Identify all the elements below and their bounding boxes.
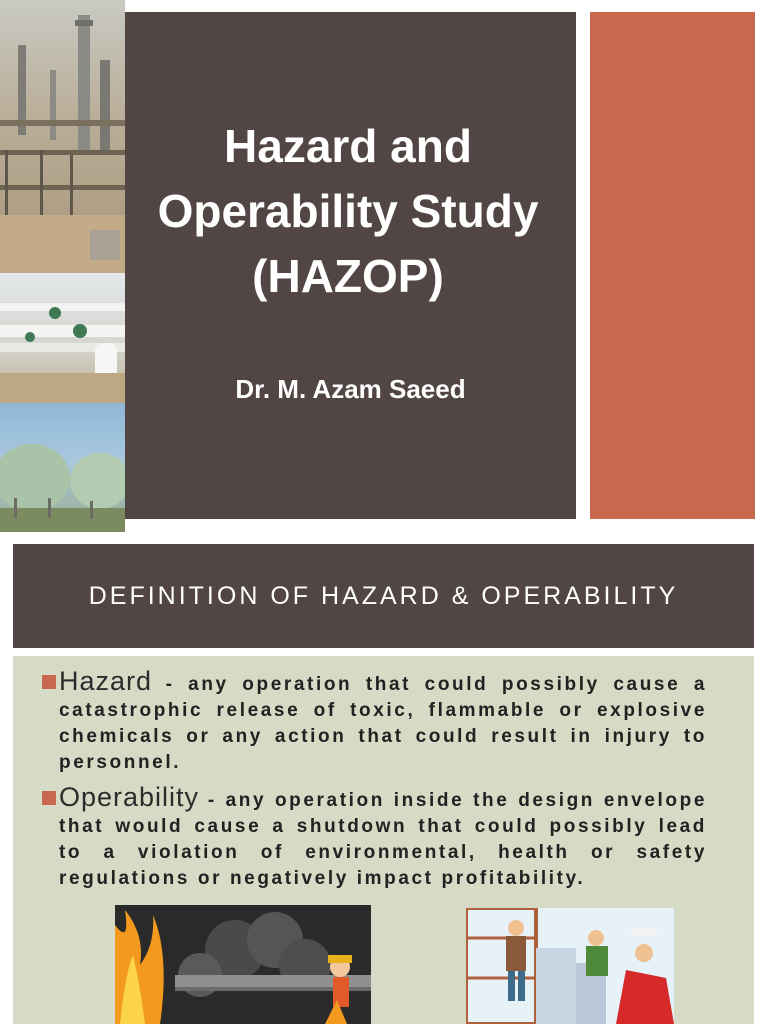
title-line-3: (HAZOP)	[252, 250, 444, 302]
square-bullet-icon	[42, 675, 56, 689]
term-operability: Operability	[59, 782, 200, 812]
fire-clipart	[115, 905, 371, 1024]
title-line-2: Operability Study	[157, 185, 539, 237]
storage-spheres-photo	[0, 403, 125, 532]
author-name: Dr. M. Azam Saeed	[235, 374, 466, 404]
definition-operability-text: - any operation inside the design envelope that would cause a shutdown that could possibly lead to a violation of environmental, health or safety regulations or negatively impact profitability.	[59, 790, 707, 889]
accent-panel	[590, 12, 755, 519]
square-bullet-icon	[42, 791, 56, 805]
slide-title	[95, 114, 601, 309]
title-line-1: Hazard and	[224, 120, 472, 172]
definition-hazard-text: - any operation that could possibly cause a catastrophic release of toxic, flammable or explosive chemicals or any action that could result in injury to personnel.	[59, 674, 707, 773]
construction-workers-clipart	[466, 908, 674, 1024]
definition-operability	[59, 784, 707, 892]
title-panel	[125, 12, 576, 519]
slide2-header-bar	[13, 544, 754, 648]
term-hazard: Hazard	[59, 666, 153, 696]
definition-hazard	[59, 668, 707, 776]
slide2-header: DEFINITION OF HAZARD & OPERABILITY	[88, 581, 679, 610]
